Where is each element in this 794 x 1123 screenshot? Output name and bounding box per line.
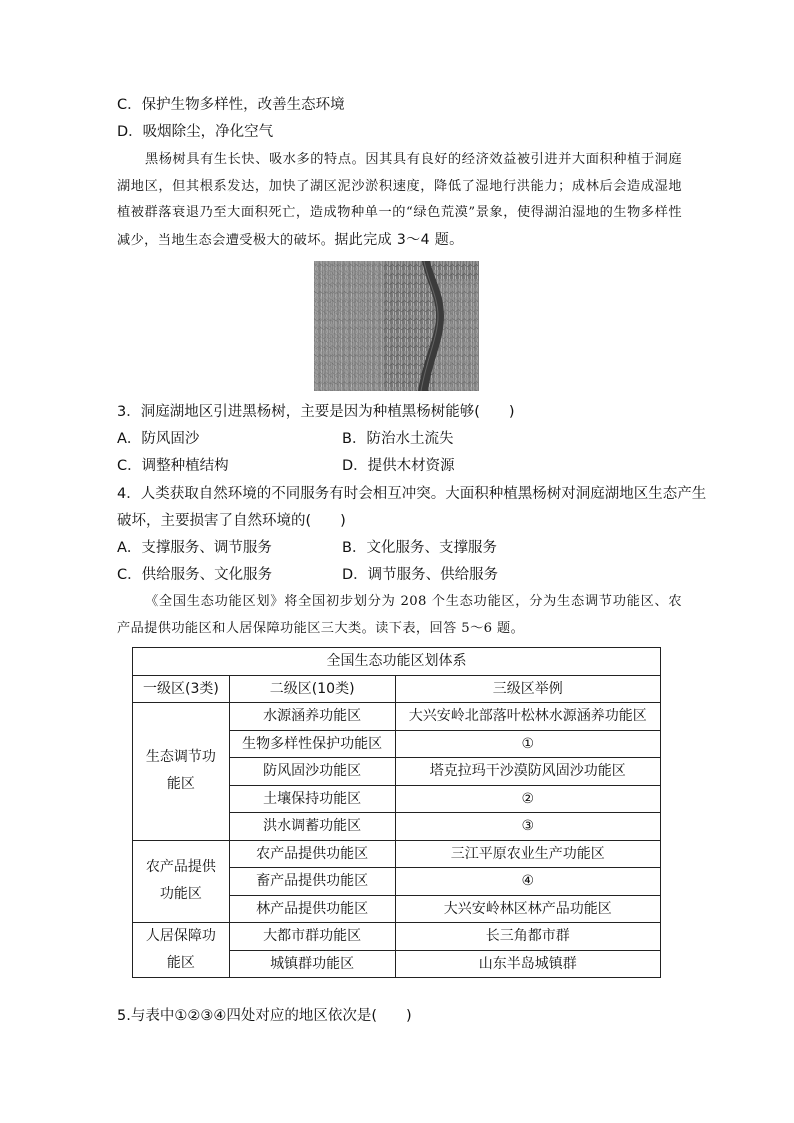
table-row (133, 840, 661, 868)
question-3-option-b: B．防治水土流失 (342, 431, 454, 447)
question-4-option-d: D．调节服务、供给服务 (342, 567, 499, 583)
question-4-option-c: C．供给服务、文化服务 (117, 567, 273, 583)
level2-cell: 畜产品提供功能区 (229, 868, 395, 896)
level3-cell: 大兴安岭林区林产品功能区 (395, 895, 660, 923)
level3-cell: 塔克拉玛干沙漠防风固沙功能区 (395, 758, 660, 786)
header-level2: 二级区(10类) (229, 675, 395, 703)
level2-cell: 防风固沙功能区 (229, 758, 395, 786)
table-title: 全国生态功能区划体系 (133, 648, 661, 676)
level3-cell: 长三角都市群 (395, 923, 660, 951)
passage-function-zones: 《全国生态功能区划》将全国初步划分为 208 个生态功能区，分为生态调节功能区、农产品提供功能区和人居保障功能区三大类。读下表，回答 5～6 题。 (117, 594, 682, 636)
level3-cell: ① (395, 730, 660, 758)
question-3-option-d: D．提供木材资源 (342, 458, 455, 474)
level3-cell: 三江平原农业生产功能区 (395, 840, 660, 868)
table-title-row (133, 648, 661, 676)
forest-river-image (314, 261, 479, 391)
category-label-line1: 人居保障功 (145, 928, 216, 944)
level3-cell: 山东半岛城镇群 (395, 950, 660, 978)
passage-black-poplar (117, 147, 682, 254)
category-agricultural-products (133, 840, 230, 923)
passage-body: 黑杨树具有生长快、吸水多的特点。因其具有良好的经济效益被引进并大面积种植于洞庭湖地区，但其根系发达，加快了湖区泥沙淤积速度，降低了湿地行洪能力；成林后会造成湿地植被群落衰退乃至大面积死亡，造成物种单一的“绿色荒漠”景象，使得湖泊湿地的生物多样性减少，当地生态会遭受极大的破坏。 (117, 152, 682, 248)
eco-function-zone-table (132, 647, 661, 978)
category-label-line1: 农产品提供 (145, 859, 216, 876)
category-human-settlement (133, 923, 230, 978)
question-3-option-c: C．调整种植结构 (117, 458, 229, 474)
table-row (133, 703, 661, 731)
level2-cell: 洪水调蓄功能区 (229, 813, 395, 841)
question-5-stem: 5.与表中①②③④四处对应的地区依次是( ) (117, 1008, 412, 1024)
level2-cell: 农产品提供功能区 (229, 840, 395, 868)
level2-cell: 大都市群功能区 (229, 923, 395, 951)
question-4-stem-line2: 破坏，主要损害了自然环境的( ) (117, 513, 346, 529)
level3-cell: ④ (395, 868, 660, 896)
header-level3: 三级区举例 (395, 675, 660, 703)
table-row (133, 923, 661, 951)
option-d-previous: D．吸烟除尘，净化空气 (117, 124, 274, 140)
category-ecological-regulation (133, 703, 230, 841)
category-label-line2: 能区 (166, 955, 195, 971)
level3-cell: 大兴安岭北部落叶松林水源涵养功能区 (395, 703, 660, 731)
table-header-row (133, 675, 661, 703)
question-4-stem-line1: 4．人类获取自然环境的不同服务有时会相互冲突。大面积种植黑杨树对洞庭湖地区生态产生 (117, 486, 707, 502)
category-label-line1: 生态调节功 (145, 749, 216, 766)
category-label-line2: 功能区 (159, 886, 202, 903)
header-level1: 一级区(3类) (133, 675, 230, 703)
question-3-stem: 3．洞庭湖地区引进黑杨树，主要是因为种植黑杨树能够( ) (117, 404, 515, 420)
level3-cell: ② (395, 785, 660, 813)
passage-instruction: 据此完成 3～4 题。 (334, 231, 464, 248)
level2-cell: 林产品提供功能区 (229, 895, 395, 923)
question-4-option-a: A．支撑服务、调节服务 (117, 540, 272, 556)
option-c-previous: C．保护生物多样性，改善生态环境 (117, 97, 345, 113)
question-4-option-b: B．文化服务、支撑服务 (342, 540, 497, 556)
question-3-option-a: A．防风固沙 (117, 431, 200, 447)
level2-cell: 水源涵养功能区 (229, 703, 395, 731)
level3-cell: ③ (395, 813, 660, 841)
level2-cell: 生物多样性保护功能区 (229, 730, 395, 758)
aerial-poplar-forest-photo (314, 261, 479, 391)
level2-cell: 土壤保持功能区 (229, 785, 395, 813)
category-label-line2: 能区 (166, 776, 195, 793)
level2-cell: 城镇群功能区 (229, 950, 395, 978)
